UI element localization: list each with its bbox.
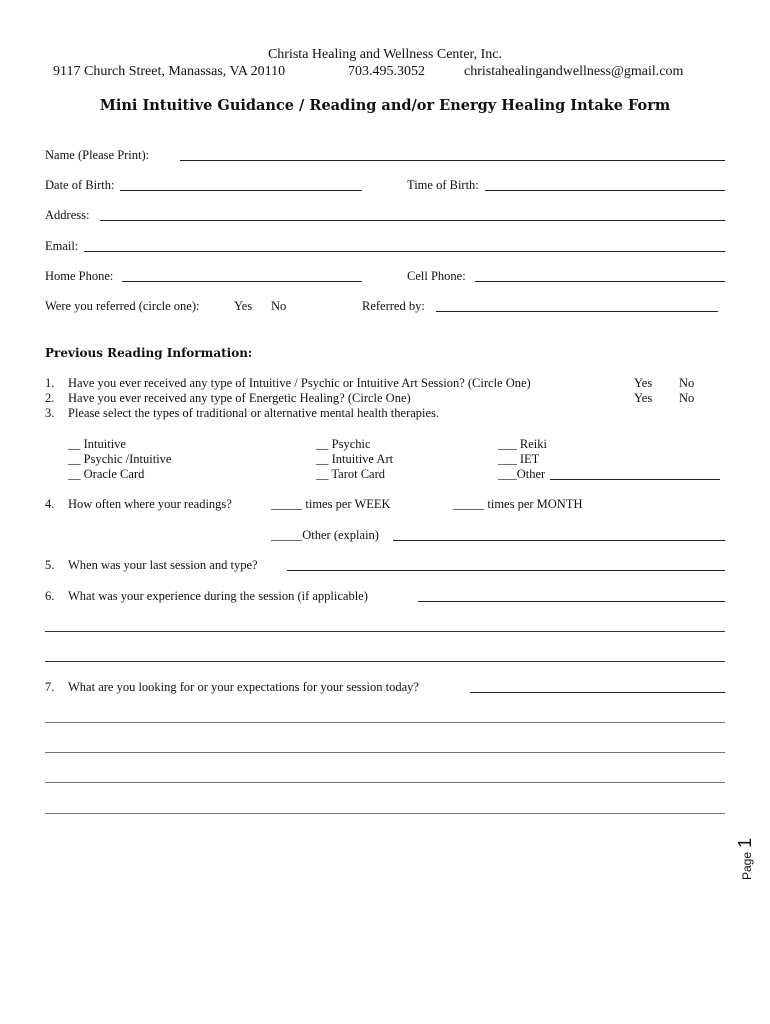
option-psychic-intuitive[interactable]: __ Psychic /Intuitive (68, 452, 172, 466)
dob-field[interactable] (120, 190, 362, 191)
q4-month-field[interactable]: _____ times per MONTH (453, 497, 583, 511)
referred-yes[interactable]: Yes (234, 299, 253, 313)
q3-text: Please select the types of traditional or alternative mental health therapies. (68, 406, 440, 420)
page-word: Page (740, 851, 754, 880)
referred-no[interactable]: No (271, 299, 287, 313)
page-marker (735, 838, 756, 880)
q4-week-field[interactable]: _____ times per WEEK (271, 497, 391, 511)
address-label: Address: (45, 208, 90, 222)
q6-answer-line[interactable] (45, 661, 725, 662)
q4-text: How often where your readings? (68, 497, 232, 511)
dob-label: Date of Birth: (45, 178, 115, 192)
q7-answer-line[interactable] (45, 722, 725, 723)
q6-answer-line[interactable] (45, 631, 725, 632)
q2-number: 2. (45, 391, 55, 405)
cell-phone-label: Cell Phone: (407, 269, 466, 283)
cell-phone-field[interactable] (475, 281, 725, 282)
email-label: Email: (45, 239, 79, 253)
referred-label: Were you referred (circle one): (45, 299, 200, 313)
option-other[interactable]: ___Other (498, 467, 546, 481)
home-phone-field[interactable] (122, 281, 362, 282)
q1-yes[interactable]: Yes (634, 376, 653, 390)
q1-number: 1. (45, 376, 55, 390)
option-other-field[interactable] (550, 479, 720, 480)
org-name: Christa Healing and Wellness Center, Inc. (267, 47, 503, 62)
email-field[interactable] (84, 251, 725, 252)
name-label: Name (Please Print): (45, 148, 150, 162)
referred-by-label: Referred by: (362, 299, 425, 313)
referred-by-field[interactable] (436, 311, 718, 312)
q1-no[interactable]: No (679, 376, 695, 390)
q6-number: 6. (45, 589, 55, 603)
option-tarot-card[interactable]: __ Tarot Card (316, 467, 386, 481)
option-psychic[interactable]: __ Psychic (316, 437, 371, 451)
home-phone-label: Home Phone: (45, 269, 114, 283)
q4-other-label: _____Other (explain) (271, 528, 379, 542)
q7-number: 7. (45, 680, 55, 694)
q7-answer-line[interactable] (45, 782, 725, 783)
name-field[interactable] (180, 160, 725, 161)
form-title: Mini Intuitive Guidance / Reading and/or Energy Healing Intake Form (99, 97, 671, 114)
q7-text: What are you looking for or your expectations for your session today? (68, 680, 419, 694)
q1-text: Have you ever received any type of Intuitive / Psychic or Intuitive Art Session? (Circle One) (68, 376, 531, 390)
q7-field[interactable] (470, 692, 725, 693)
q4-other-field[interactable] (393, 540, 725, 541)
q5-field[interactable] (287, 570, 725, 571)
tob-field[interactable] (485, 190, 725, 191)
option-reiki[interactable]: ___ Reiki (498, 437, 547, 451)
page-number: 1 (735, 837, 755, 848)
option-oracle-card[interactable]: __ Oracle Card (68, 467, 145, 481)
tob-label: Time of Birth: (407, 178, 479, 192)
option-intuitive[interactable]: __ Intuitive (68, 437, 126, 451)
q4-number: 4. (45, 497, 55, 511)
q5-text: When was your last session and type? (68, 558, 258, 572)
q3-number: 3. (45, 406, 55, 420)
q2-no[interactable]: No (679, 391, 695, 405)
q7-answer-line[interactable] (45, 813, 725, 814)
q6-text: What was your experience during the session (if applicable) (68, 589, 368, 603)
q7-answer-line[interactable] (45, 752, 725, 753)
option-iet[interactable]: ___ IET (498, 452, 540, 466)
org-address: 9117 Church Street, Manassas, VA 20110 (53, 64, 286, 79)
q5-number: 5. (45, 558, 55, 572)
org-email: christahealingandwellness@gmail.com (464, 64, 684, 79)
q2-text: Have you ever received any type of Energetic Healing? (Circle One) (68, 391, 411, 405)
q2-yes[interactable]: Yes (634, 391, 653, 405)
section-title: Previous Reading Information: (45, 346, 253, 360)
q6-field[interactable] (418, 601, 725, 602)
option-intuitive-art[interactable]: __ Intuitive Art (316, 452, 394, 466)
address-field[interactable] (100, 220, 725, 221)
org-phone: 703.495.3052 (348, 64, 425, 79)
